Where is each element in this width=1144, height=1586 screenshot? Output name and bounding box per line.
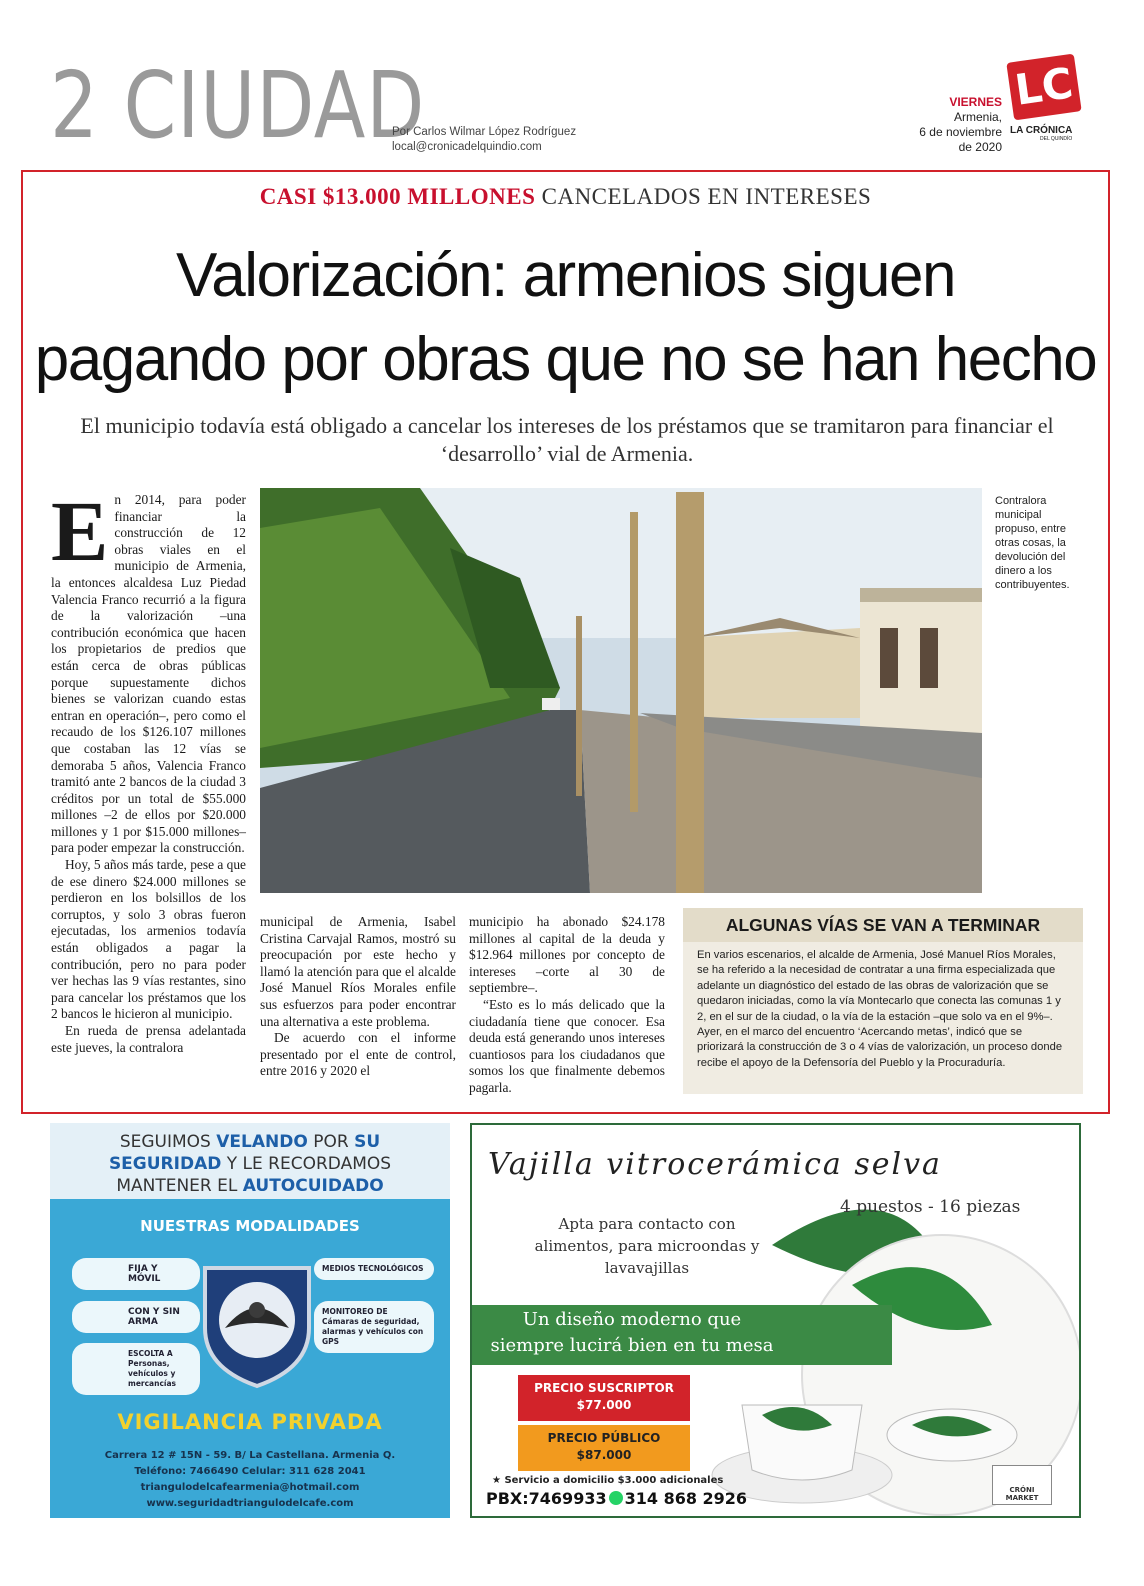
paragraph — [51, 483, 246, 857]
logo-name: LA CRÓNICA — [1010, 125, 1073, 136]
kicker-rest: CANCELADOS EN INTERESES — [535, 184, 872, 209]
dateline — [900, 95, 1002, 155]
slogan-emphasis: VELANDO — [216, 1132, 308, 1152]
mobile-number[interactable]: 314 868 2926 — [624, 1489, 748, 1508]
ad-website[interactable]: www.seguridadtriangulodelcafe.com — [146, 1498, 354, 1509]
sidebar-body — [683, 942, 1083, 1071]
kicker — [23, 184, 1108, 210]
ad-features — [502, 1213, 792, 1279]
date-line2: de 2020 — [958, 140, 1002, 154]
ad-address: Carrera 12 # 15N - 59. B/ La Castellana. Armenia Q. — [104, 1450, 396, 1461]
slogan-emphasis: AUTOCUIDADO — [242, 1176, 384, 1196]
modalidad-item: CON Y SIN ARMA — [72, 1301, 200, 1333]
ad-contact — [50, 1448, 450, 1512]
ad-title: Vajilla vitrocerámica selva — [488, 1147, 942, 1182]
vajilla-ad[interactable] — [470, 1123, 1081, 1518]
section-title: 2 CIUDAD — [50, 52, 426, 159]
tagline-line: Un diseño moderno que — [522, 1309, 742, 1330]
paragraph: municipal de Armenia, Isabel Cristina Carvajal Ramos, mostró su preocupación por este hecho y llamó la atención para que el alcalde José Manuel Ríos Morales enfile sus esfuerzos para poder encontrar una alternativa a este problema. — [260, 914, 456, 1029]
croni-market-logo: CRÓNI MARKET — [992, 1465, 1052, 1505]
article-frame — [21, 170, 1110, 1114]
modalidad-item: MEDIOS TECNOLÓGICOS — [314, 1258, 434, 1280]
sidebar-paragraph: Ayer, en el marco del encuentro ‘Acercando metas’, indicó que se priorizará la construcción de 3 o 4 vías de valorización, un proceso donde recibe el apoyo de la Defensoría del Pueblo y la Procuraduría. — [697, 1026, 1063, 1069]
author: Por Carlos Wilmar López Rodríguez — [392, 126, 577, 138]
ad-email[interactable]: triangulodelcafearmenia@hotmail.com — [140, 1482, 360, 1493]
slogan-emphasis: SU — [354, 1132, 381, 1152]
headline-line1: Valorización: armenios siguen — [176, 241, 955, 310]
slogan-text: Y LE RECORDAMOS — [221, 1154, 392, 1174]
sidebar-title: ALGUNAS VÍAS SE VAN A TERMINAR — [683, 908, 1083, 942]
date-line1: 6 de noviembre — [919, 125, 1002, 139]
paragraph: municipio ha abonado $24.178 millones al capital de la deuda y $12.964 millones por concepto de intereses –corte al 30 de septiembre–. — [469, 914, 665, 996]
ad-tagline — [472, 1307, 792, 1359]
price-public — [518, 1425, 690, 1471]
byline — [392, 125, 576, 155]
whatsapp-icon — [609, 1491, 623, 1505]
day: VIERNES — [949, 95, 1002, 109]
slogan-text: MANTENER EL — [116, 1176, 243, 1196]
article-photo — [260, 488, 982, 893]
headline-line2: pagando por obras que no se han hecho — [34, 325, 1097, 394]
tagline-line: siempre lucirá bien en tu mesa — [490, 1335, 774, 1356]
logo-letters: LC — [1006, 54, 1081, 121]
feature-line: Apta para contacto con — [558, 1215, 736, 1233]
slogan-text: POR — [307, 1132, 355, 1152]
paragraph: “Esto es lo más delicado que la ciudadanía tiene que conocer. Esa deuda está generando unos intereses cuantiosos para los ciudadanos que somos los que finalmente debemos pagarla. — [469, 996, 665, 1095]
feature-line: lavavajillas — [604, 1259, 690, 1277]
paragraph-text: n 2014, para poder financiar la construcción de 12 obras viales en el municipio de Armenia, la entonces alcaldesa Luz Piedad Valencia Franco recurrió a la figura de la valorización –una contribución económica que hacen los propietarios de predios que están cerca de obras públicas porque supuestamente dichos bienes se valorizan cuando estas entran en operación–, pero como el recaudo de los $126.107 millones que costaban las 12 vías se demoraba 5 años, Valencia Franco tramitó ante 2 bancos de la ciudad 3 créditos por un total de $55.000 millones –2 de ellos por $20.000 millones y 1 por $15.000 millones– para poder empezar la construcción. — [51, 492, 246, 856]
shield-logo-icon — [195, 1258, 319, 1390]
slogan-text: SEGUIMOS — [119, 1132, 217, 1152]
deck: El municipio todavía está obligado a cancelar los intereses de los préstamos que se tramitaron para financiar el ‘desarrollo’ vial de Armenia. — [80, 413, 1054, 466]
delivery-note: ★ Servicio a domicilio $3.000 adicionales — [492, 1475, 724, 1486]
feature-line: alimentos, para microondas y — [534, 1237, 760, 1255]
drop-cap: E — [51, 483, 109, 579]
price-value: $77.000 — [576, 1398, 632, 1412]
pbx-number[interactable]: PBX:7469933 — [486, 1489, 607, 1508]
paragraph: En rueda de prensa adelantada este jueves, la contralora — [51, 1023, 246, 1055]
price-value: $87.000 — [576, 1448, 632, 1462]
sidebar-paragraph: En varios escenarios, el alcalde de Armenia, José Manuel Ríos Morales, se ha referido a la necesidad de contratar a una firma especializada que adelante un diagnóstico del estado de las obras de valorización que se quedaron iniciadas, como la vía Montecarlo que conecta las comunas 1 y 2, en el sur de la ciudad, o la vía de la estación –que solo va en el 9%–. — [697, 949, 1061, 1023]
kicker-highlight: CASI $13.000 MILLONES — [259, 184, 536, 209]
newspaper-logo — [1010, 58, 1082, 150]
modalidad-item: ESCOLTA A Personas, vehículos y mercancías — [72, 1343, 200, 1395]
headline — [23, 234, 1108, 402]
ad-phone: Teléfono: 7466490 Celular: 311 628 2041 — [134, 1466, 366, 1477]
modalidad-item: MONITOREO DE Cámaras de seguridad, alarmas y vehículos con GPS — [314, 1301, 434, 1353]
photo-caption: Contralora municipal propuso, entre otras cosas, la devolución del dinero a los contribuyentes. — [995, 495, 1070, 591]
logo-sub: DEL QUINDÍO — [1040, 136, 1073, 142]
modalidades-title: NUESTRAS MODALIDADES — [140, 1217, 360, 1235]
column-3 — [469, 914, 665, 1097]
slogan-emphasis: SEGURIDAD — [108, 1154, 222, 1174]
security-ad[interactable] — [50, 1123, 450, 1518]
column-1 — [51, 483, 246, 1056]
sidebar-box — [683, 908, 1083, 1094]
city: Armenia, — [953, 110, 1002, 124]
price-label: PRECIO PÚBLICO — [547, 1431, 661, 1445]
ad-brand: VIGILANCIA PRIVADA — [117, 1410, 383, 1434]
column-2 — [260, 914, 456, 1080]
modalidad-item: FIJA Y MÓVIL — [72, 1258, 200, 1290]
author-email[interactable]: local@cronicadelquindio.com — [392, 141, 542, 153]
ad-phones — [486, 1489, 747, 1508]
price-subscriber — [518, 1375, 690, 1421]
price-label: PRECIO SUSCRIPTOR — [534, 1381, 674, 1395]
paragraph: De acuerdo con el informe presentado por el ente de control, entre 2016 y 2020 el — [260, 1030, 456, 1079]
paragraph: Hoy, 5 años más tarde, pese a que de ese dinero $24.000 millones se perdieron en los bolsillos de los corruptos, y solo 3 obras fueron ejecutadas, los armenios todavía están obligados a pagar la contribución, pero no para poder ver hechas las 9 vías restantes, sino para cancelar los préstamos que los 2 bancos le hicieron al municipio. — [51, 857, 246, 1022]
ad-pieces: 4 puestos - 16 piezas — [840, 1197, 1021, 1217]
ad-slogan — [50, 1123, 450, 1199]
